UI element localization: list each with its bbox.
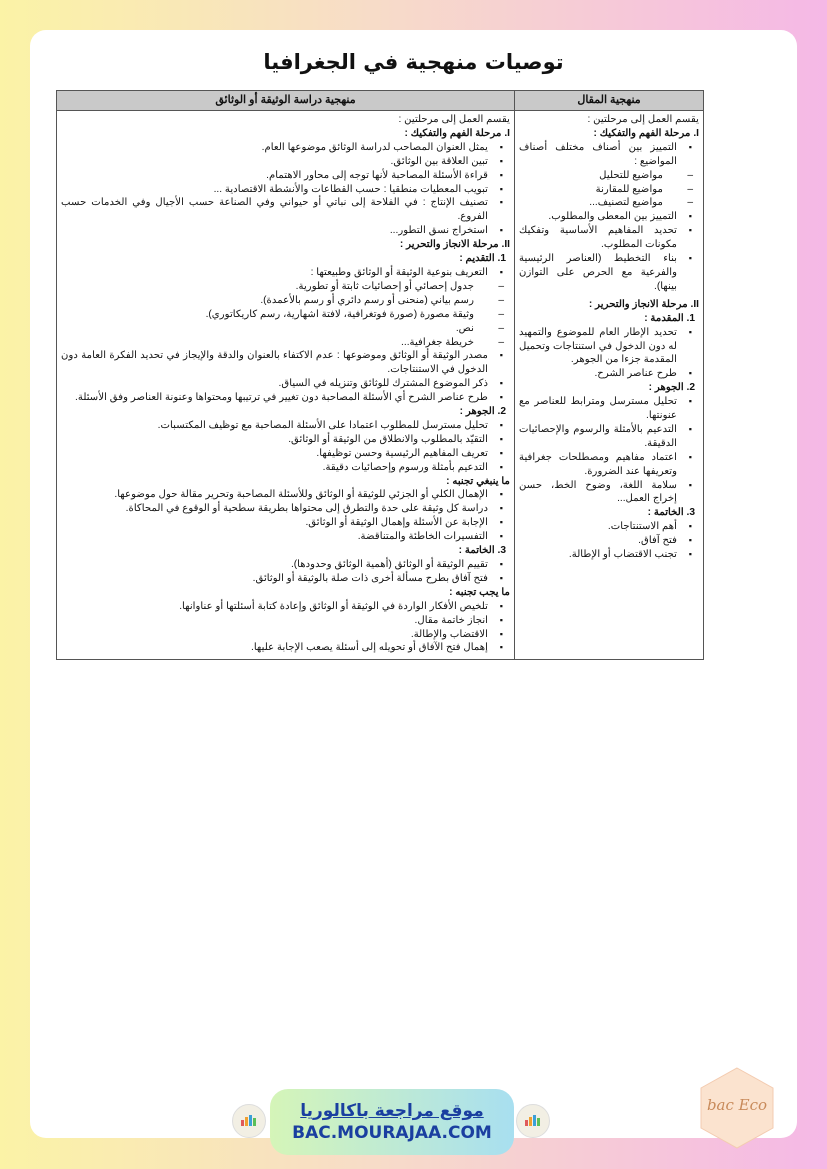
list-item: ▪ سلامة اللغة، وضوح الخط، حسن إخراج العمل... [519,479,699,507]
header-document: منهجية دراسة الوثيقة أو الوثائق [57,91,515,111]
list-item: ▪ قراءة الأسئلة المصاحبة لأنها توجه إلى محاور الاهتمام. [61,169,510,183]
bac-eco-logo-text: bac Eco [706,1096,768,1114]
bac-eco-logo [697,1066,777,1150]
list-item: ▪ يمثل العنوان المصاحب لدراسة الوثائق موضوعها العام. [61,141,510,155]
list-item: ▪ طرح عناصر الشرح. [519,367,699,381]
list-item: – مواضيع للمقارنة [519,183,699,197]
doc-avoid-2-list [61,600,510,656]
essay-intro: يقسم العمل إلى مرحلتين : [587,114,699,125]
essay-conclusion-list [519,520,699,562]
site-name[interactable]: موقع مراجعة باكالوريا [300,1101,484,1121]
methodology-table [56,90,704,660]
list-item: ▪ تحديد الإطار العام للموضوع والتمهيد له دون الدخول في استنتاجات وتحميل المقدمة جزءا من الجوهر. [519,326,699,368]
list-item: ▪ دراسة كل وثيقة على حدة والتطرق إلى محتواها بطريقة سطحية أو الوقوع في المحاكاة. [61,502,510,516]
list-item: ▪ استخراج نسق التطور... [61,224,510,238]
doc-conclusion-subtitle: 3. الخاتمة : [458,545,506,557]
doc-section-1-list [61,141,510,238]
list-item: – مواضيع للتحليل [519,169,699,183]
list-item: ▪ التمييز بين أصناف مختلف أصناف المواضيع : [519,141,699,169]
list-item: ▪ انجاز خاتمة مقال. [61,614,510,628]
essay-section-2-title: II. مرحلة الانجاز والتحرير : [588,298,699,310]
doc-section-1-title: I. مرحلة الفهم والتفكيك : [404,127,510,139]
doc-intro: يقسم العمل إلى مرحلتين : [398,114,510,125]
list-item: ▪ طرح عناصر الشرح أي الأسئلة المصاحبة دون تغيير في ترتيبها ومحتواها وعنونة العناصر وفق الأسئلة. [61,391,510,405]
doc-avoid-2-title: ما يجب تجنبه : [449,586,510,598]
page-title: توصيات منهجية في الجغرافيا [263,50,564,74]
list-item: ▪ تعريف المفاهيم الرئيسية وحسن توظيفها. [61,447,510,461]
header-essay: منهجية المقال [515,91,704,111]
list-item: ▪ تقييم الوثيقة أو الوثائق (أهمية الوثائق وحدودها). [61,558,510,572]
doc-body-subtitle: 2. الجوهر : [459,406,506,418]
essay-body-subtitle: 2. الجوهر : [648,382,695,394]
site-banner[interactable] [270,1089,514,1155]
list-item: ▪ أهم الاستنتاجات. [519,520,699,534]
list-item: – جدول إحصائي أو إحصائيات ثابتة أو تطورية. [61,280,510,294]
doc-section-2-title: II. مرحلة الانجاز والتحرير : [399,239,510,251]
list-item: ▪ مصدر الوثيقة أو الوثائق وموضوعها : عدم الاكتفاء بالعنوان والدقة والإيجاز في تحديد الفكرة العامة دون الدخول في الاستنتاجات. [61,349,510,377]
document-column [57,111,515,660]
list-item: ▪ فتح آفاق. [519,534,699,548]
list-item: ▪ التقيّد بالمطلوب والانطلاق من الوثيقة أو الوثائق. [61,433,510,447]
list-item: – مواضيع لتصنيف... [519,196,699,210]
list-item: ▪ التدعيم بالأمثلة والرسوم والإحصائيات الدقيقة. [519,423,699,451]
table-body-row [57,111,704,660]
list-item: ▪ بناء التخطيط (العناصر الرئيسية والفرعية مع الحرص على التوازن بينها). [519,252,699,294]
list-item: ▪ فتح آفاق بطرح مسألة أخرى ذات صلة بالوثيقة أو الوثائق. [61,572,510,586]
site-logo-icon [232,1104,266,1138]
list-item: – نص. [61,322,510,336]
essay-conclusion-subtitle: 3. الخاتمة : [647,507,695,519]
list-item: ▪ التدعيم بأمثلة ورسوم وإحصائيات دقيقة. [61,461,510,475]
table-header-row [57,91,704,111]
list-item: ▪ تحليل مسترسل للمطلوب اعتمادا على الأسئلة المصاحبة مع توظيف المكتسبات. [61,419,510,433]
list-item: – خريطة جغرافية... [61,336,510,350]
list-item: ▪ اعتماد مفاهيم ومصطلحات جغرافية وتعريفها عند الضرورة. [519,451,699,479]
list-item: ▪ تحديد المفاهيم الأساسية وتفكيك مكونات المطلوب. [519,224,699,252]
list-item: ▪ إهمال فتح الآفاق أو تحويله إلى أسئلة يصعب الإجابة عليها. [61,641,510,655]
list-item: ▪ تحليل مسترسل ومترابط للعناصر مع عنونتها. [519,395,699,423]
doc-intro-subtitle: 1. التقديم : [459,253,506,265]
doc-body-list [61,419,510,475]
essay-intro-subtitle: 1. المقدمة : [644,312,695,324]
list-item: ▪ التمييز بين المعطى والمطلوب. [519,210,699,224]
essay-section-1-list [519,141,699,294]
list-item: – وثيقة مصورة (صورة فوتغرافية، لافتة اشهارية، رسم كاريكاتوري). [61,308,510,322]
list-item: ▪ تلخيص الأفكار الواردة في الوثيقة أو الوثائق وإعادة كتابة أسئلتها أو عناوانها. [61,600,510,614]
doc-intro-list [61,266,510,405]
list-item: ▪ تبين العلاقة بين الوثائق. [61,155,510,169]
doc-conclusion-list [61,558,510,586]
list-item: ▪ تصنيف الإنتاج : في الفلاحة إلى نباتي أو حيواني وفي الصناعة حسب الأجيال وفي الخدمات حسب الفروع. [61,196,510,224]
list-item: – رسم بياني (منحنى أو رسم دائري أو رسم بالأعمدة). [61,294,510,308]
list-item: ▪ التعريف بنوعية الوثيقة أو الوثائق وطبيعتها : [61,266,510,280]
list-item: ▪ الإجابة عن الأسئلة وإهمال الوثيقة أو الوثائق. [61,516,510,530]
list-item: ▪ الإهمال الكلي أو الجزئي للوثيقة أو الوثائق وللأسئلة المصاحبة وتحرير مقالة حول موضوعها. [61,488,510,502]
list-item: ▪ تجنب الاقتضاب أو الإطالة. [519,548,699,562]
essay-intro-list [519,326,699,382]
essay-section-1-title: I. مرحلة الفهم والتفكيك : [593,127,699,139]
doc-avoid-1-title: ما ينبغي تجنبه : [446,475,510,487]
list-item: ▪ التفسيرات الخاطئة والمتناقضة. [61,530,510,544]
essay-column [515,111,704,660]
list-item: ▪ الاقتضاب والإطالة. [61,628,510,642]
site-logo-icon [516,1104,550,1138]
doc-avoid-1-list [61,488,510,544]
list-item: ▪ ذكر الموضوع المشترك للوثائق وتنزيله في السياق. [61,377,510,391]
list-item: ▪ تبويب المعطيات منطقيا : حسب القطاعات والأنشطة الاقتصادية ... [61,183,510,197]
site-url[interactable]: BAC.MOURAJAA.COM [292,1123,492,1143]
essay-body-list [519,395,699,506]
